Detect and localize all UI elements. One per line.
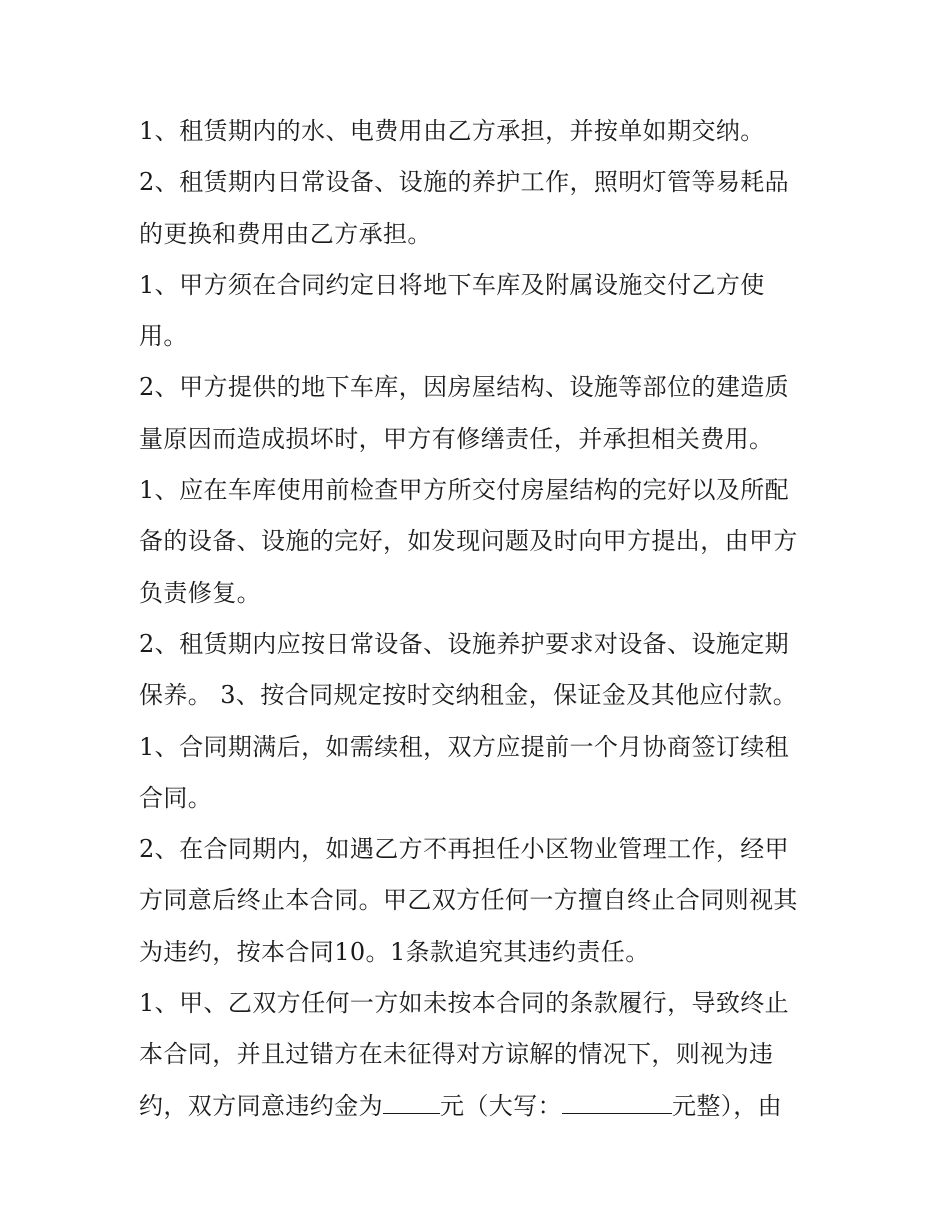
text-line: 为违约，按本合同10。1条款追究其违约责任。: [139, 937, 650, 966]
text-line: 负责修复。: [139, 578, 261, 607]
penalty-text-middle: 元（大写：: [440, 1091, 562, 1120]
text-line: 用。: [139, 322, 188, 351]
text-line: 1、租赁期内的水、电费用由乙方承担，并按单如期交纳。: [139, 117, 765, 145]
text-line: 2、租赁期内应按日常设备、设施养护要求对设备、设施定期: [139, 629, 790, 658]
text-line: 2、租赁期内日常设备、设施的养护工作，照明灯管等易耗品: [139, 168, 790, 197]
text-line: 1、甲方须在合同约定日将地下车库及附属设施交付乙方使: [139, 270, 765, 299]
text-line-with-blanks: [139, 1081, 829, 1132]
document-body: [139, 106, 829, 1132]
text-line: 方同意后终止本合同。甲乙双方任何一方擅自终止合同则视其: [139, 886, 798, 915]
text-line: 1、应在车库使用前检查甲方所交付房屋结构的完好以及所配: [139, 476, 790, 505]
text-line: 本合同，并且过错方在未征得对方谅解的情况下，则视为违: [139, 1040, 774, 1069]
text-line: 2、甲方提供的地下车库，因房屋结构、设施等部位的建造质: [139, 373, 790, 402]
penalty-amount-words-blank: [562, 1091, 672, 1114]
penalty-text-start: 约，双方同意违约金为: [139, 1091, 383, 1120]
text-line: 合同。: [139, 783, 213, 812]
text-line: 2、在合同期内，如遇乙方不再担任小区物业管理工作，经甲: [139, 835, 790, 864]
text-line: 的更换和费用由乙方承担。: [139, 219, 432, 248]
text-line: 备的设备、设施的完好，如发现问题及时向甲方提出，由甲方: [139, 527, 798, 556]
text-line: 保养。 3、按合同规定按时交纳租金，保证金及其他应付款。: [139, 681, 798, 710]
text-line: 1、合同期满后，如需续租，双方应提前一个月协商签订续租: [139, 732, 790, 761]
text-line: 1、甲、乙双方任何一方如未按本合同的条款履行，导致终止: [139, 989, 790, 1018]
penalty-amount-blank: [383, 1091, 440, 1114]
penalty-text-end: 元整），由: [672, 1091, 782, 1120]
text-line: 量原因而造成损坏时，甲方有修缮责任，并承担相关费用。: [139, 424, 774, 453]
